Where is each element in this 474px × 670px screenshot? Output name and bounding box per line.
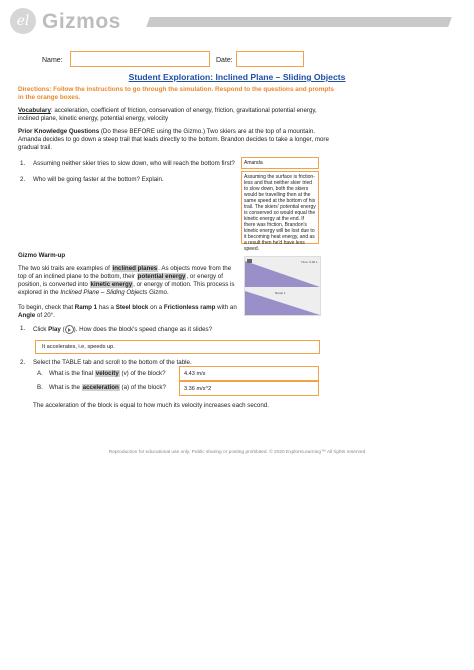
prior-knowledge-label: Prior Knowledge Questions bbox=[18, 128, 100, 135]
prior-q2-text: Who will be going faster at the bottom? Explain. bbox=[33, 176, 164, 183]
footer-copyright: Reproduction for educational use only. Public sharing or posting prohibited. © 2020 ExploreLearning™ All rights reserved bbox=[108, 450, 366, 455]
page-title: Student Exploration: Inclined Plane – Sliding Objects bbox=[128, 72, 346, 82]
qb-text bbox=[49, 384, 179, 392]
ramp-top-shape bbox=[245, 261, 320, 287]
date-field[interactable] bbox=[236, 51, 304, 67]
conclusion: The acceleration of the block is equal to how much its velocity increases each second. bbox=[33, 402, 269, 409]
vocabulary bbox=[18, 107, 338, 123]
warmup-paragraph bbox=[18, 265, 240, 297]
steel-block bbox=[247, 259, 252, 263]
warmup-text-b: . As objects move from the top of an inclined plane to the bottom, their bbox=[18, 265, 232, 280]
setup-text-c: on a bbox=[148, 304, 164, 311]
term-acceleration: acceleration bbox=[82, 384, 119, 391]
header bbox=[0, 0, 474, 44]
qb-answer[interactable]: 3.36 m/s^2 bbox=[179, 381, 319, 396]
name-label: Name: bbox=[42, 57, 63, 64]
name-field[interactable] bbox=[70, 51, 210, 67]
date-label: Date: bbox=[216, 57, 233, 64]
prior-q2-answer[interactable]: Assuming the surface is friction-less and that neither skier tried to slow down, both the skiers would be travelling then at the same speed at the bottom of his trail. The skiers' potential energy is conserved so would equal the kinetic energy at the end. If there was friction, Brandon's kinetic energy will be lost due to it becoming heat energy, and as a result then he'd have less speed. bbox=[241, 171, 319, 244]
q2-number: 2. bbox=[20, 359, 26, 366]
q1-text-b: ( bbox=[60, 326, 65, 334]
warmup-heading: Gizmo Warm-up bbox=[18, 252, 66, 259]
vocabulary-label: Vocabulary bbox=[18, 107, 51, 114]
warmup-text-c: , or energy of position, is converted into bbox=[18, 273, 223, 288]
setup-angle: Angle bbox=[18, 312, 36, 319]
warmup-text-a: The two ski trails are examples of bbox=[18, 265, 112, 272]
sim-time-label: Time: 0.00 s bbox=[301, 260, 318, 264]
warmup-setup bbox=[18, 304, 240, 320]
gizmo-name: Inclined Plane – Sliding Objects bbox=[60, 289, 148, 296]
qa-text-a: What is the final bbox=[49, 370, 95, 377]
qb-text-b: (a) of the block? bbox=[119, 384, 166, 391]
vocabulary-text: : acceleration, coefficient of friction, conservation of energy, friction, gravitational potential energy, inclined plane, kinetic energy, potential energy, velocity bbox=[18, 107, 317, 122]
qa-text-b: (v) of the block? bbox=[119, 370, 166, 377]
simulation-thumbnail bbox=[244, 256, 321, 316]
q1-text bbox=[33, 325, 313, 334]
setup-text-e: of 20°. bbox=[35, 312, 55, 319]
explorelearning-logo: el bbox=[10, 8, 36, 34]
q1-text-a: Click bbox=[33, 326, 49, 334]
prior-knowledge bbox=[18, 128, 338, 152]
warmup-text-e: Gizmo. bbox=[147, 289, 169, 296]
prior-q2-number: 2. bbox=[20, 176, 26, 183]
q1-number: 1. bbox=[20, 325, 26, 332]
term-inclined-planes: inclined planes bbox=[112, 265, 158, 272]
setup-text-a: To begin, check that bbox=[18, 304, 75, 311]
q1-answer[interactable]: It accelerates, i.e, speeds up. bbox=[35, 340, 320, 354]
play-icon bbox=[65, 325, 74, 334]
warmup-text-d: , or energy of motion. This process is explored in the bbox=[18, 281, 235, 296]
qa-answer[interactable]: 4.43 m/s bbox=[179, 366, 319, 381]
qa-number: A. bbox=[37, 370, 43, 377]
q2-text: Select the TABLE tab and scroll to the bottom of the table. bbox=[33, 359, 192, 366]
sim-ramp-label: Ramp 1 bbox=[275, 291, 286, 295]
q1-text-c: ). How does the block's speed change as it slides? bbox=[73, 326, 213, 334]
term-kinetic-energy: kinetic energy bbox=[90, 281, 133, 288]
term-velocity: velocity bbox=[95, 370, 119, 377]
setup-ramp: Ramp 1 bbox=[74, 304, 98, 311]
qb-text-a: What is the bbox=[49, 384, 82, 391]
prior-q1-number: 1. bbox=[20, 160, 26, 167]
setup-block: Steel block bbox=[115, 304, 149, 311]
brand-title: Gizmos bbox=[42, 10, 121, 33]
setup-text-d: with an bbox=[215, 304, 237, 311]
setup-surface: Frictionless ramp bbox=[163, 304, 216, 311]
play-label: Play bbox=[48, 326, 61, 334]
qb-number: B. bbox=[37, 384, 43, 391]
prior-knowledge-text: (Do these BEFORE using the Gizmo.) Two skiers are at the top of a mountain. Amanda decides to go down a steep trail that leads directly to the bottom. Brandon decides to take a longer, more gradual trail. bbox=[18, 128, 329, 151]
header-bar bbox=[146, 17, 452, 27]
term-potential-energy: potential energy bbox=[137, 273, 186, 280]
prior-q1-text: Assuming neither skier tries to slow down, who will reach the bottom first? bbox=[33, 160, 235, 167]
qa-text bbox=[49, 370, 179, 378]
setup-text-b: has a bbox=[97, 304, 116, 311]
directions: Directions: Follow the instructions to go through the simulation. Respond to the questions and prompts in the orange boxes. bbox=[18, 86, 334, 101]
prior-q1-answer[interactable]: Amanda bbox=[241, 157, 319, 169]
inclined-plane-diagram bbox=[245, 257, 320, 315]
